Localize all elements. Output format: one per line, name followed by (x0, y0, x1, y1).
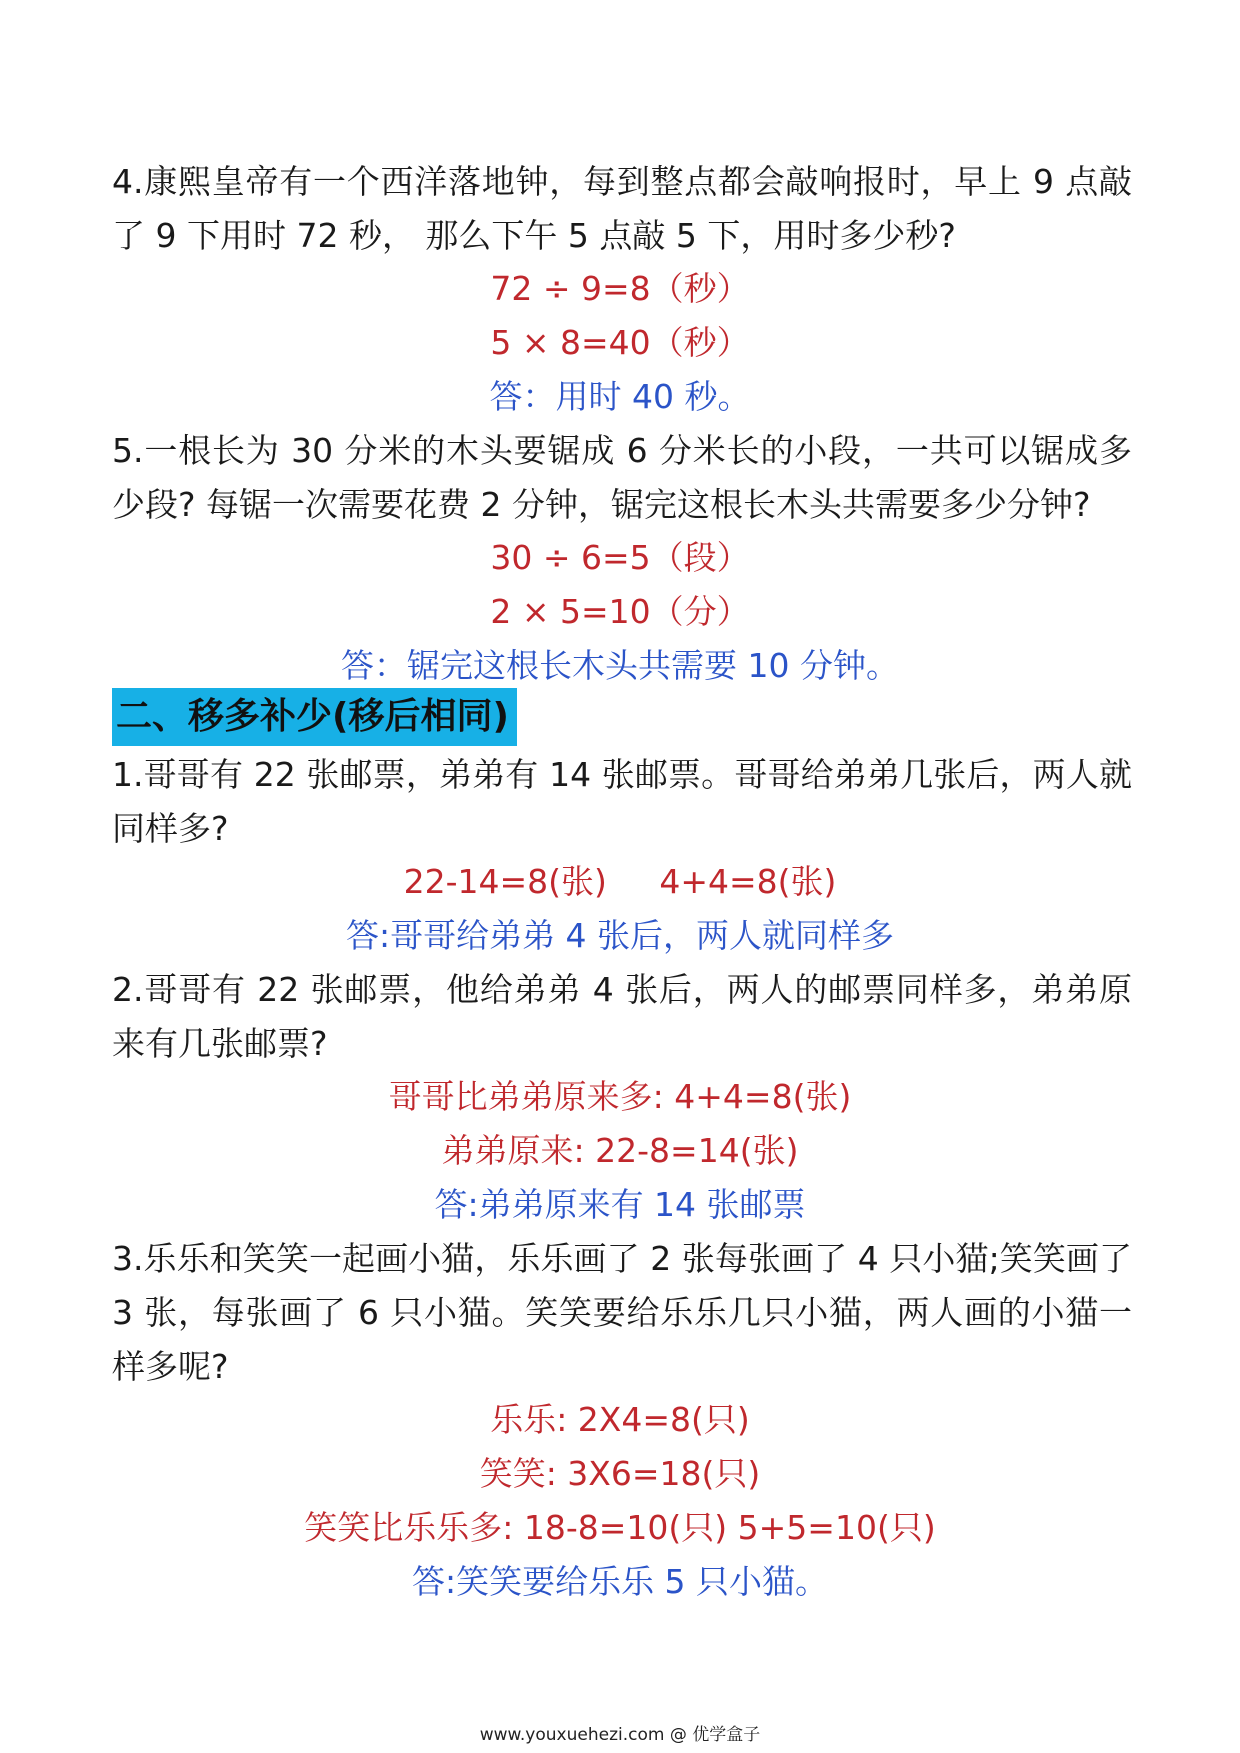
section-2-heading: 二、移多补少(移后相同) (112, 688, 517, 746)
problem-5-question: 5.一根长为 30 分米的木头要锯成 6 分米长的小段，一共可以锯成多少段? 每锯一次需要花费 2 分钟，锯完这根长木头共需要多少分钟? (112, 431, 1132, 524)
problem-4-question: 4.康熙皇帝有一个西洋落地钟，每到整点都会敲响报时，早上 9 点敲了 9 下用时 72 秒， 那么下午 5 点敲 5 下，用时多少秒? (112, 162, 1132, 255)
problem-4-step-2: 5 × 8=40（秒） (490, 323, 750, 362)
section-2-q3-answer: 答:笑笑要给乐乐 5 只小猫。 (411, 1562, 829, 1601)
section-2-question-3: 3.乐乐和笑笑一起画小猫，乐乐画了 2 张每张画了 4 只小猫;笑笑画了 3 张，每张画了 6 只小猫。笑笑要给乐乐几只小猫，两人画的小猫一样多呢? (112, 1239, 1132, 1386)
section-2-q2-answer: 答:弟弟原来有 14 张邮票 (434, 1185, 806, 1224)
section-2-q3-step-2: 笑笑: 3X6=18(只) (479, 1454, 761, 1493)
section-2-q3-step-3: 笑笑比乐乐多: 18-8=10(只) 5+5=10(只) (304, 1508, 936, 1547)
section-2-question-2: 2.哥哥有 22 张邮票，他给弟弟 4 张后，两人的邮票同样多，弟弟原来有几张邮票? (112, 970, 1132, 1063)
problem-5-step-1: 30 ÷ 6=5（段） (490, 538, 750, 577)
problem-4-step-1: 72 ÷ 9=8（秒） (490, 269, 750, 308)
section-2-q1-answer: 答:哥哥给弟弟 4 张后，两人就同样多 (345, 916, 895, 955)
problem-4-answer: 答：用时 40 秒。 (489, 377, 751, 416)
section-2-q3-step-1: 乐乐: 2X4=8(只) (490, 1400, 750, 1439)
section-2-q1-step-1: 22-14=8(张) 4+4=8(张) (403, 862, 837, 901)
section-2-q2-step-2: 弟弟原来: 22-8=14(张) (441, 1131, 799, 1170)
section-2-q2-step-1: 哥哥比弟弟原来多: 4+4=8(张) (388, 1077, 852, 1116)
problem-5-answer: 答：锯完这根长木头共需要 10 分钟。 (341, 646, 899, 685)
footer-watermark: www.youxuehezi.com @ 优学盒子 (479, 1725, 761, 1745)
problem-5-step-2: 2 × 5=10（分） (490, 592, 750, 631)
section-2-question-1: 1.哥哥有 22 张邮票，弟弟有 14 张邮票。哥哥给弟弟几张后，两人就同样多? (112, 755, 1132, 848)
